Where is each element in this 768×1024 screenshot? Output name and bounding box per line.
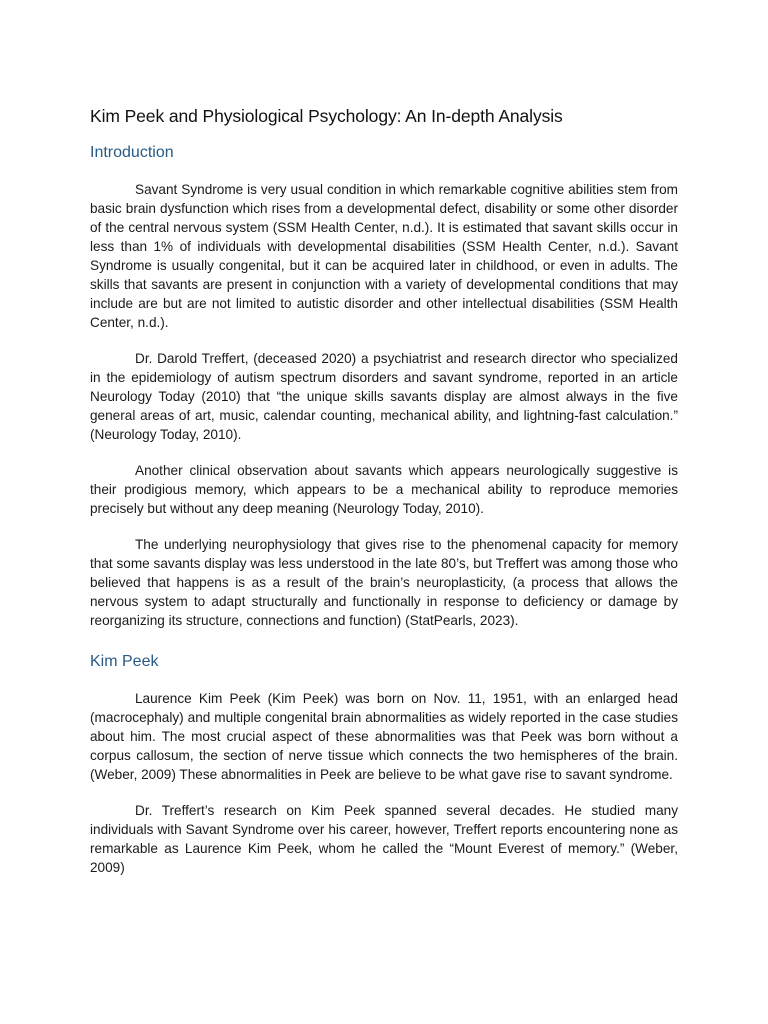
paragraph: Another clinical observation about savants which appears neurologically suggestive is their prodigious memory, which appears to be a mechanical ability to reproduce memories precisely but without any deep meaning (Neurology Today, 2010).: [90, 463, 678, 516]
paragraph: Dr. Darold Treffert, (deceased 2020) a psychiatrist and research director who specialized in the epidemiology of autism spectrum disorders and savant syndrome, reported in an article Neurology Today (2010) that “the unique skills savants display are almost always in the five general areas of art, music, calendar counting, mechanical ability, and lightning-fast calculation.” (Neurology Today, 2010).: [90, 351, 678, 442]
document-body: [90, 104, 678, 894]
paragraph: Laurence Kim Peek (Kim Peek) was born on Nov. 11, 1951, with an enlarged head (macrocephaly) and multiple congenital brain abnormalities as widely reported in the case studies about him. The most crucial aspect of these abnormalities was that Peek was born without a corpus callosum, the section of nerve tissue which connects the two hemispheres of the brain. (Weber, 2009) These abnormalities in Peek are believe to be what gave rise to savant syndrome.: [90, 691, 678, 782]
paragraph: The underlying neurophysiology that gives rise to the phenomenal capacity for memory that some savants display was less understood in the late 80’s, but Treffert was among those who believed that happens is as a result of the brain’s neuroplasticity, (a process that allows the nervous system to adapt structurally and functionally in response to deficiency or damage by reorganizing its structure, connections and function) (StatPearls, 2023).: [90, 537, 678, 628]
paragraph: Dr. Treffert’s research on Kim Peek spanned several decades. He studied many individuals with Savant Syndrome over his career, however, Treffert reports encountering none as remarkable as Laurence Kim Peek, whom he called the “Mount Everest of memory.” (Weber, 2009): [90, 803, 678, 875]
paragraph: Savant Syndrome is very usual condition in which remarkable cognitive abilities stem from basic brain dysfunction which rises from a developmental defect, disability or some other disorder of the central nervous system (SSM Health Center, n.d.). It is estimated that savant skills occur in less than 1% of individuals with developmental disabilities (SSM Health Center, n.d.). Savant Syndrome is usually congenital, but it can be acquired later in childhood, or even in adults. The skills that savants are present in conjunction with a variety of developmental conditions that may include are but are not limited to autistic disorder and other intellectual disabilities (SSM Health Center, n.d.).: [90, 182, 678, 330]
section-heading-kim-peek: Kim Peek: [90, 653, 159, 670]
document-title: Kim Peek and Physiological Psychology: An In-depth Analysis: [90, 106, 563, 126]
section-heading-introduction: Introduction: [90, 144, 174, 161]
